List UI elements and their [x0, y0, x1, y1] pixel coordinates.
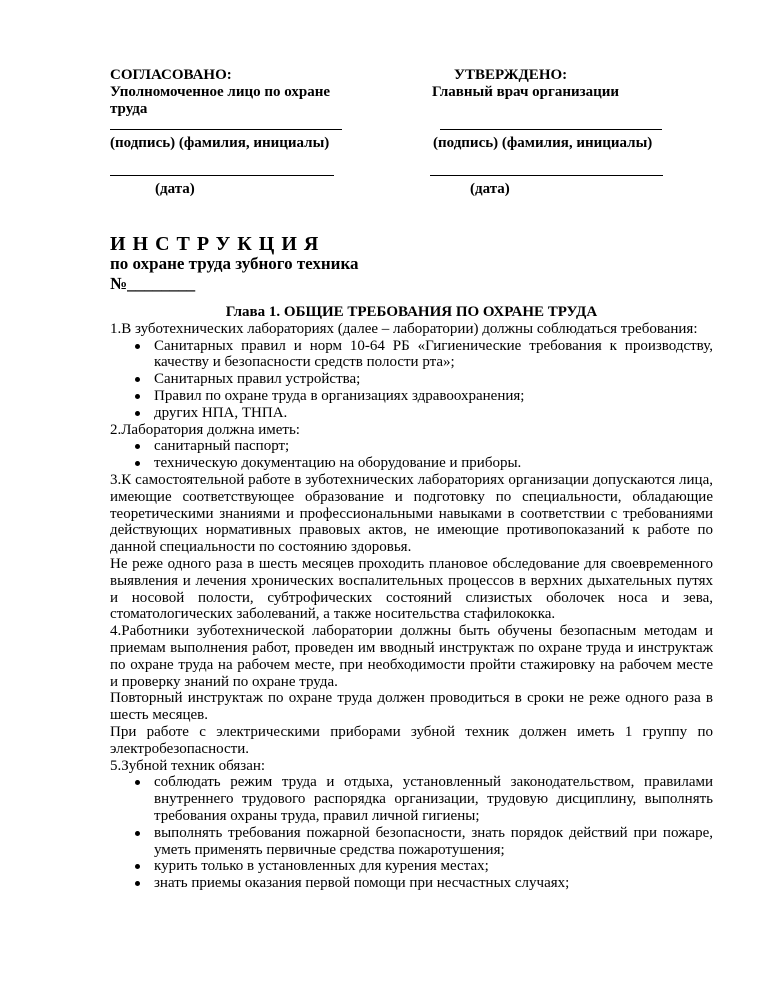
right-signature-line: [440, 129, 662, 130]
right-date-line: [430, 175, 663, 176]
document-subtitle: по охране труда зубного техника: [110, 254, 359, 273]
right-signature-caption: (подпись) (фамилия, инициалы): [433, 135, 653, 151]
requirements-list: [110, 338, 713, 422]
paragraph-1: 1.В зуботехнических лабораториях (далее – лаборатории) должны соблюдаться требования:: [110, 320, 698, 337]
list-item: техническую документацию на оборудование и приборы.: [154, 455, 713, 472]
list-item: санитарный паспорт;: [154, 438, 713, 455]
list-item: Правил по охране труда в организациях здравоохранения;: [154, 388, 713, 405]
duties-list: [110, 774, 713, 892]
list-item: знать приемы оказания первой помощи при несчастных случаях;: [154, 875, 713, 892]
left-signature-line: [110, 129, 342, 130]
left-role-line2: труда: [110, 101, 148, 117]
left-heading: СОГЛАСОВАНО:: [110, 67, 232, 83]
paragraph-4: 4.Работники зуботехнической лаборатории должны быть обучены безопасным методам и приемам выполнения работ, проведен им вводный инструктаж по охране труда и инструктаж по охране труда на рабочем месте, при необходимости пройти стажировку на рабочем месте и проверку знаний по охране труда.: [110, 623, 713, 690]
list-item: курить только в установленных для курения местах;: [154, 858, 713, 875]
paragraph-4c: При работе с электрическими приборами зубной техник должен иметь 1 группу по электробезопасности.: [110, 723, 713, 757]
right-date-caption: (дата): [470, 181, 510, 197]
left-signature-caption: (подпись) (фамилия, инициалы): [110, 135, 330, 151]
chapter-heading: Глава 1. ОБЩИЕ ТРЕБОВАНИЯ ПО ОХРАНЕ ТРУДА: [225, 304, 598, 320]
left-date-caption: (дата): [155, 181, 195, 197]
paragraph-3: 3.К самостоятельной работе в зуботехнических лабораториях организации допускаются лица, имеющие соответствующее образование и подготовку по специальности, обладающие теоретическими знаниями и профессиональными навыками в соответствии с требованиями действующих нормативных правовых актов, не имеющие противопоказаний к работе по данной специальности по состоянию здоровья.: [110, 471, 713, 556]
list-item: выполнять требования пожарной безопасности, знать порядок действий при пожаре, уметь применять первичные средства пожаротушения;: [154, 824, 713, 858]
document-title: ИНСТРУКЦИЯ: [110, 233, 326, 255]
document-body: [110, 304, 713, 892]
right-role-line1: Главный врач организации: [432, 84, 620, 100]
right-heading: УТВЕРЖДЕНО:: [454, 67, 568, 83]
paragraph-4b: Повторный инструктаж по охране труда должен проводиться в сроки не реже одного раза в шесть месяцев.: [110, 690, 713, 724]
paragraph-3b: Не реже одного раза в шесть месяцев проходить плановое обследование для своевременного выявления и лечения хронических воспалительных процессов в верхних дыхательных путях и носовой полости, субтрофических состояний слизистых оболочек носа и зева, стоматологических заболеваний, а также носительства стафилококка.: [110, 555, 713, 623]
left-date-line: [110, 175, 334, 176]
list-item: Санитарных правил и норм 10-64 РБ «Гигиенические требования к производству, качеству и безопасности средств полости рта»;: [154, 337, 713, 371]
list-item: соблюдать режим труда и отдыха, установленный законодательством, правилами внутреннего трудового распорядка организации, трудовую дисциплину, выполнять требования охраны труда, правил личной гигиены;: [154, 774, 713, 824]
document-number: №________: [110, 274, 196, 293]
list-item: Санитарных правил устройства;: [154, 371, 713, 388]
lab-documents-list: [110, 438, 713, 472]
list-item: других НПА, ТНПА.: [154, 405, 713, 422]
paragraph-2: 2.Лаборатория должна иметь:: [110, 421, 300, 438]
left-role-line1: Уполномоченное лицо по охране: [110, 84, 331, 100]
paragraph-5: 5.Зубной техник обязан:: [110, 757, 266, 774]
